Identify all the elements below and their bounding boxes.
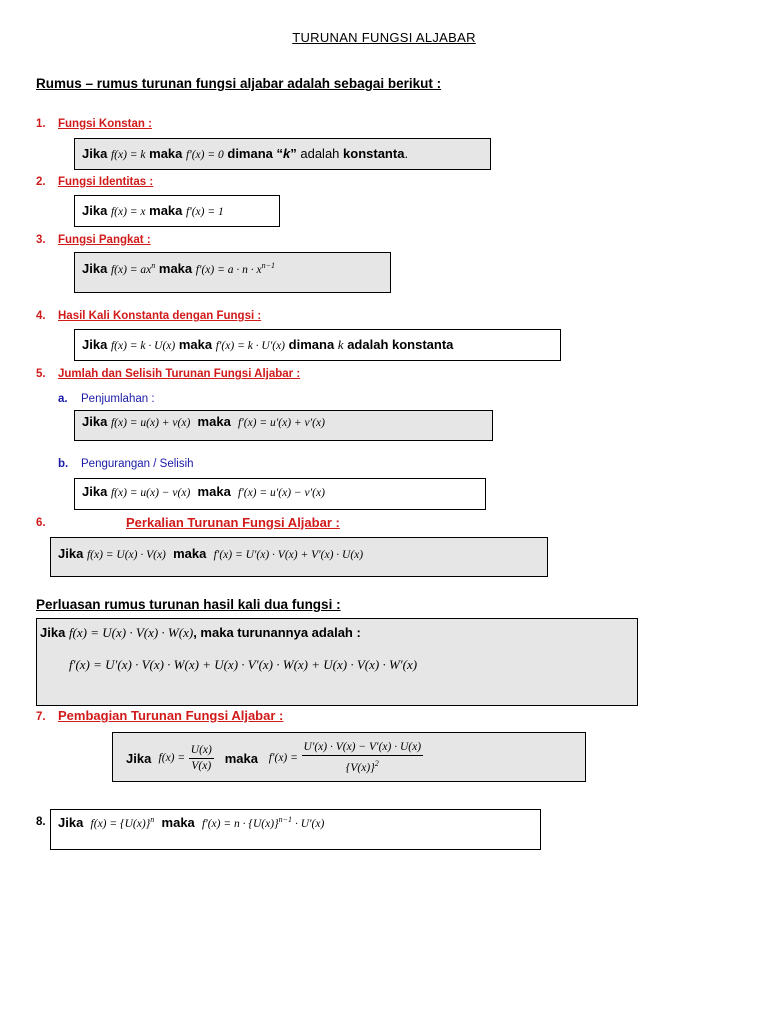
fraction-denominator: V(x) [191, 759, 212, 772]
formula-box-7 [112, 732, 586, 782]
section-3-heading: Fungsi Pangkat : [58, 234, 151, 246]
maka-label: maka [197, 414, 231, 429]
exponent: n [150, 815, 155, 825]
section-8-number: 8. [36, 816, 46, 828]
formula-box-5a [74, 410, 493, 441]
section-5b-heading: Pengurangan / Selisih [81, 458, 194, 470]
k-symbol: k [283, 146, 291, 161]
page-title: TURUNAN FUNGSI ALJABAR [292, 30, 476, 45]
fraction-numerator: U′(x) · V(x) − V′(x) · U(x) [302, 740, 424, 756]
formula-box-4 [74, 329, 561, 361]
extension-formula: f′(x) = U′(x) · V(x) · W(x) + U(x) · V′(x) · W(x) + U(x) · V(x) · W′(x) [69, 657, 418, 672]
section-5a-heading: Penjumlahan : [81, 393, 155, 405]
section-7-number: 7. [36, 711, 46, 723]
extension-heading: Perluasan rumus turunan hasil kali dua fungsi : [36, 597, 341, 612]
exponent: n−1 [261, 261, 276, 271]
section-4-number: 4. [36, 310, 46, 322]
formula-box-8 [50, 809, 541, 850]
section-6-heading: Perkalian Turunan Fungsi Aljabar : [126, 515, 340, 530]
section-2-number: 2. [36, 176, 46, 188]
jika-label: Jika [82, 203, 108, 218]
section-5b-number: b. [58, 458, 69, 470]
maka-label: maka [161, 815, 195, 830]
formula-lhs: f(x) = u(x) − v(x) [110, 487, 191, 499]
formula-box-1 [74, 138, 491, 170]
formula-lhs: $f(x) = \{U(x)\}^n$ [90, 815, 155, 830]
formula-lhs: f(x) = x [110, 206, 146, 218]
maka-label: maka [173, 546, 207, 561]
adalah-konstanta-label: adalah konstanta [347, 337, 454, 352]
formula-lhs: $f(x) = ax^n$ [110, 261, 156, 276]
section-5-number: 5. [36, 368, 46, 380]
formula-box-6 [50, 537, 548, 577]
maka-label: maka [149, 203, 183, 218]
jika-label: Jika [82, 146, 108, 161]
jika-label: Jika [58, 815, 84, 830]
k-symbol: k [337, 337, 344, 352]
formula-lhs: f(x) = U(x) · V(x) [86, 549, 166, 561]
konstanta-label: konstanta [343, 146, 405, 161]
jika-label: Jika [126, 750, 152, 766]
formula-box-5b [74, 478, 486, 510]
formula-box-2 [74, 195, 280, 227]
dimana-label: dimana “ [227, 146, 283, 161]
section-7-heading: Pembagian Turunan Fungsi Aljabar : [58, 708, 284, 723]
jika-label: Jika [82, 414, 108, 429]
section-4-heading: Hasil Kali Konstanta dengan Fungsi : [58, 310, 262, 322]
fraction-denominator: $\{V(x)\}^2$ [345, 759, 379, 774]
dimana-label: dimana [288, 337, 335, 352]
intro-text: Rumus – rumus turunan fungsi aljabar adalah sebagai berikut : [36, 76, 442, 91]
formula-rhs: f′(x) = u′(x) + v′(x) [238, 417, 325, 429]
jika-label: Jika [82, 484, 108, 499]
formula-box-3 [74, 252, 391, 293]
rhs-fraction [302, 740, 424, 776]
formula-lhs: f(x) = u(x) + v(x) [110, 417, 191, 429]
adalah-label: adalah [300, 146, 340, 161]
maka-label: maka [224, 750, 258, 766]
section-3-number: 3. [36, 234, 46, 246]
jika-label: Jika [58, 546, 84, 561]
maka-label: maka [149, 146, 183, 161]
formula-rhs: $f'(x) = a \cdot n \cdot x^{n-1}$ [195, 261, 276, 276]
exponent: n−1 [278, 815, 293, 825]
jika-label: Jika [82, 337, 108, 352]
period: . [404, 146, 409, 161]
maka-label: maka [178, 337, 213, 352]
formula-rhs: f′(x) = [268, 752, 298, 764]
formula-lhs: f(x) = U(x) · V(x) · W(x) [68, 625, 194, 640]
maka-label: maka [197, 484, 231, 499]
formula-lhs: f(x) = k · U(x) [110, 340, 176, 352]
section-5a-number: a. [58, 393, 68, 405]
jika-label: Jika [82, 261, 108, 276]
maka-label: maka [158, 261, 193, 276]
formula-rhs: f′(x) = 1 [186, 206, 224, 218]
jika-label: Jika [40, 625, 66, 640]
quote-close: ” [290, 146, 297, 161]
formula-rhs: f′(x) = 0 [186, 149, 224, 161]
section-1-heading: Fungsi Konstan : [58, 118, 152, 130]
formula-lhs: f(x) = k [110, 149, 146, 161]
formula-box-extension [36, 618, 638, 706]
section-5-heading: Jumlah dan Selisih Turunan Fungsi Aljabar : [58, 368, 301, 380]
exponent: n [151, 261, 156, 271]
formula-rhs: $f'(x) = n \cdot \{U(x)\}^{n-1} \cdot U'(x)$ [202, 815, 325, 830]
section-1-number: 1. [36, 118, 46, 130]
fraction-numerator: U(x) [189, 743, 214, 759]
lhs-fraction [189, 743, 214, 774]
formula-lhs: f(x) = [158, 752, 186, 764]
formula-rhs: f′(x) = U′(x) · V(x) + V′(x) · U(x) [213, 549, 364, 561]
section-2-heading: Fungsi Identitas : [58, 176, 154, 188]
section-6-number: 6. [36, 517, 46, 529]
extension-rest: , maka turunannya adalah : [193, 625, 361, 640]
formula-rhs: f′(x) = k · U′(x) [215, 340, 286, 352]
formula-rhs: f′(x) = u′(x) − v′(x) [238, 487, 325, 499]
